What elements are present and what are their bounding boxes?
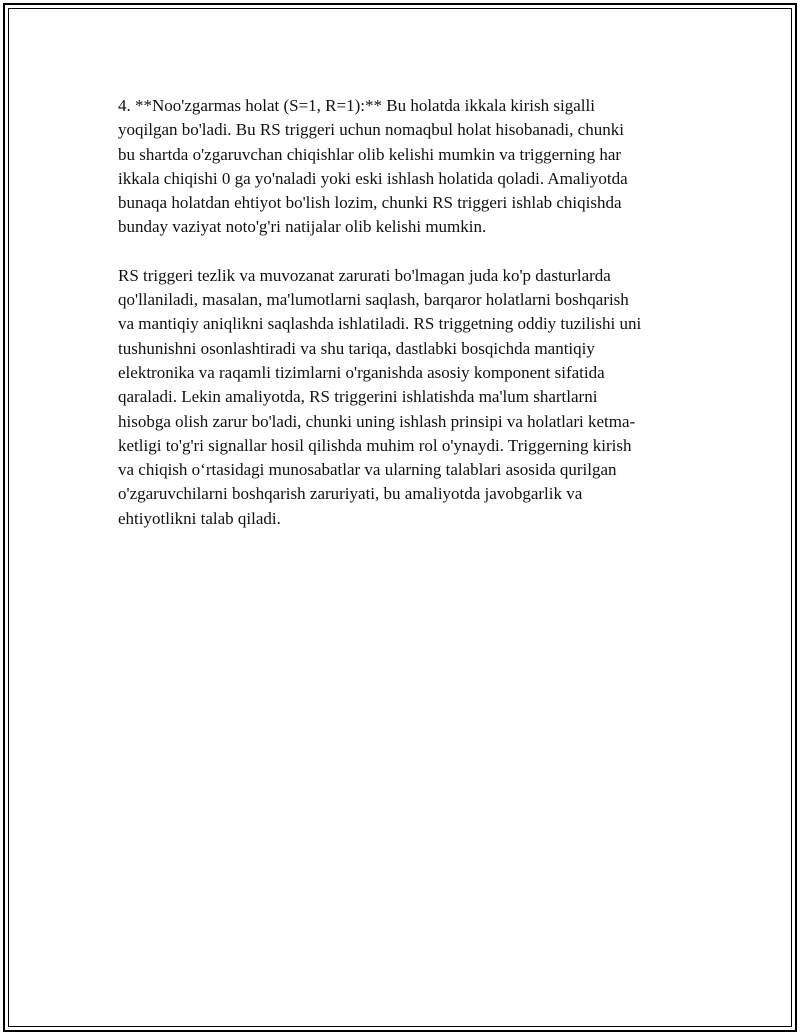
- paragraph-rs-forbidden-state: 4. **Noo'zgarmas holat (S=1, R=1):** Bu holatda ikkala kirish sigalli yoqilgan bo'ladi. Bu RS triggeri uchun nomaqbul holat hisobanadi, chunki bu shartda o'zgaruvchan chiqishlar olib kelishi mumkin va triggerning har ikkala chiqishi 0 ga yo'naladi yoki eski ishlash holatida qoladi. Amaliyotda bunaqa holatdan ehtiyot bo'lish lozim, chunki RS triggeri ishlab chiqishda bunday vaziyat noto'g'ri natijalar olib kelishi mumkin.: [118, 96, 628, 237]
- paragraph-rs-applications: RS triggeri tezlik va muvozanat zarurati bo'lmagan juda ko'p dasturlarda qo'llaniladi, masalan, ma'lumotlarni saqlash, barqaror holatlarni boshqarish va mantiqiy aniqlikni saqlashda ishlatiladi. RS triggetning oddiy tuzilishi uni tushunishni osonlashtiradi va shu tariqa, dastlabki bosqichda mantiqiy elektronika va raqamli tizimlarni o'rganishda asosiy komponent sifatida qaraladi. Lekin amaliyotda, RS triggerini ishlatishda ma'lum shartlarni hisobga olish zarur bo'ladi, chunki uning ishlash prinsipi va holatlari ketma- ketligi to'g'ri signallar hosil qilishda muhim rol o'ynaydi. Triggerning kirish va chiqish o‘rtasidagi munosabatlar va ularning talablari asosida qurilgan o'zgaruvchilarni boshqarish zaruriyati, bu amaliyotda javobgarlik va ehtiyotlikni talab qiladi.: [118, 265, 642, 528]
- document-body: [118, 94, 698, 555]
